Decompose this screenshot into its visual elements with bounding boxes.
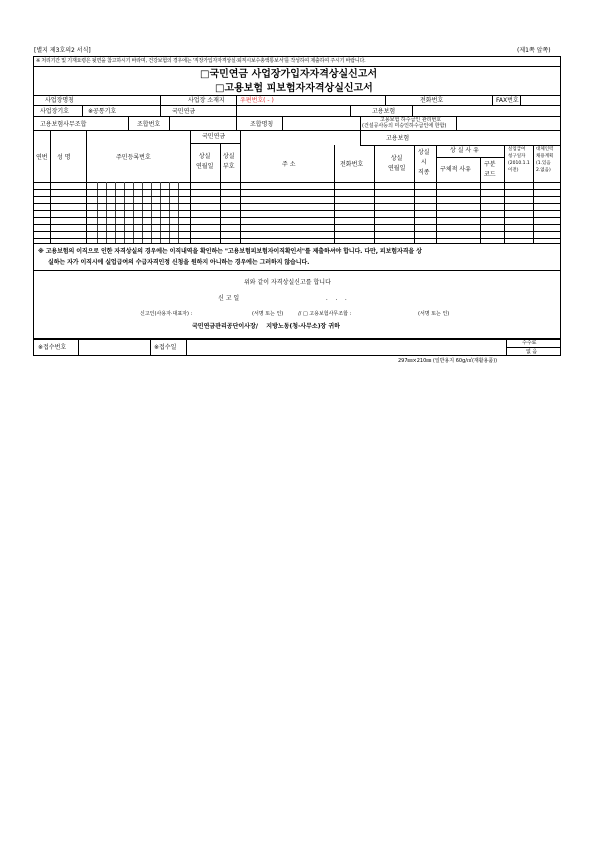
col-address: 주 소 — [282, 161, 296, 168]
union-no-label: 조합번호 — [137, 121, 161, 128]
subcontract-label: 고용보험 하수급인 관리번호 — [380, 117, 442, 123]
phone-label: 전화번호 — [420, 97, 444, 104]
fax-label: FAX번호 — [496, 97, 519, 104]
receipt-date-label: ※접수일 — [154, 344, 177, 351]
note-line1: ※ 고용보험의 이직으로 인한 자격상실의 경우에는 이직내역을 확인하는 "고용보험피보험자이직확인서"를 제출하셔야 합니다. 다만, 피보험자격을 상 — [38, 248, 422, 255]
workplace-name-label: 사업장명칭 — [45, 97, 74, 104]
group-pension: 국민연금 — [202, 133, 226, 140]
table-row[interactable] — [33, 196, 561, 197]
col-benefit: 실업급여 청구일자 (2010.1.1 이전) — [508, 147, 530, 173]
group-employment: 고용보험 — [386, 135, 410, 142]
table-row[interactable] — [33, 231, 561, 232]
employment-label: 고용보험 — [372, 108, 396, 115]
table-row[interactable] — [33, 203, 561, 204]
workplace-address-label: 사업장 소재지 — [188, 97, 225, 104]
table-row[interactable] — [33, 189, 561, 190]
title-pension: □국민연금 사업장가입자자격상실신고서 — [200, 69, 378, 80]
paper-spec: 297㎜×210㎜ (일반용지 60g/㎡(재활용품)) — [398, 358, 498, 364]
col-reason-specific: 구체적 사유 — [440, 166, 471, 173]
table-row[interactable] — [33, 238, 561, 239]
table-row[interactable] — [33, 224, 561, 225]
receipt-no-label: ※접수번호 — [38, 344, 67, 351]
col-reason-group: 상 실 사 유 — [450, 147, 479, 154]
subcontract-note: (건설공사등의 미승인하수급인에 한함) — [362, 123, 447, 129]
union-name-label: 조합명칭 — [250, 121, 274, 128]
addressee: 국민연금관리공단이사장/ 지방노동(청·사무소)장 귀하 — [192, 323, 340, 330]
form-number: [별지 제3호의2 서식] — [34, 47, 91, 54]
table-row[interactable] — [33, 210, 561, 211]
date-value[interactable]: . . . — [322, 295, 347, 302]
col-loss-date: 상실 연월일 — [196, 153, 214, 170]
receipt-box — [33, 339, 561, 356]
col-name: 성 명 — [57, 154, 71, 161]
union-signer-label: // □ 고용보험사무조합 : — [298, 311, 352, 317]
sign-union[interactable]: (서명 또는 인) — [418, 311, 450, 317]
col-wage: 대체인력 채용계획 (1.있음 2.없음) — [536, 147, 554, 173]
form-frame — [33, 56, 561, 339]
sign-employer[interactable]: (서명 또는 인) — [252, 311, 284, 317]
col-loss-code: 상실 부호 — [223, 153, 235, 170]
mgmt-no-label: 사업장기호 — [40, 108, 69, 115]
pension-label: 국민연금 — [172, 108, 196, 115]
note-line2: 실하는 자가 이직시에 실업급여의 수급자격인정 신청을 원하지 아니하는 경우에는 그러하지 않습니다. — [48, 259, 310, 266]
date-label: 신 고 일 — [218, 295, 240, 302]
fee-label: 수수료 — [522, 340, 537, 346]
common-key-label: ※공통기호 — [88, 108, 117, 115]
col-no: 연번 — [36, 154, 48, 161]
col-rrn: 주민등록번호 — [116, 154, 151, 161]
col-phone: 전화번호 — [340, 161, 364, 168]
col-loss-job: 상실 시 직종 — [418, 149, 430, 176]
declaration-statement: 위와 같이 자격상실신고를 합니다 — [244, 279, 331, 286]
reporter-label: 신고인(사용자·대표자) : — [140, 311, 193, 317]
col-reason-code: 구분 코드 — [484, 161, 496, 178]
col-emp-loss-date: 상실 연월일 — [388, 155, 406, 172]
fee-value: 없 음 — [526, 349, 538, 355]
postal-code-field[interactable]: 우편번호( - ) — [240, 97, 274, 104]
table-row[interactable] — [33, 217, 561, 218]
notice-text: ※ 처리기간 및 기재요령은 뒷면을 참고하시기 바라며, 건강보험의 경우에는 '직장가입자자격상실·퇴직시보수총액통보서'를 작성하여 제출하여 주시기 바랍니다. — [36, 58, 366, 64]
title-employment: □고용보험 피보험자자격상실신고서 — [215, 83, 373, 94]
page-info: (제1쪽 앞쪽) — [517, 47, 551, 54]
agency-label: 고용보험사무조합 — [40, 121, 87, 128]
